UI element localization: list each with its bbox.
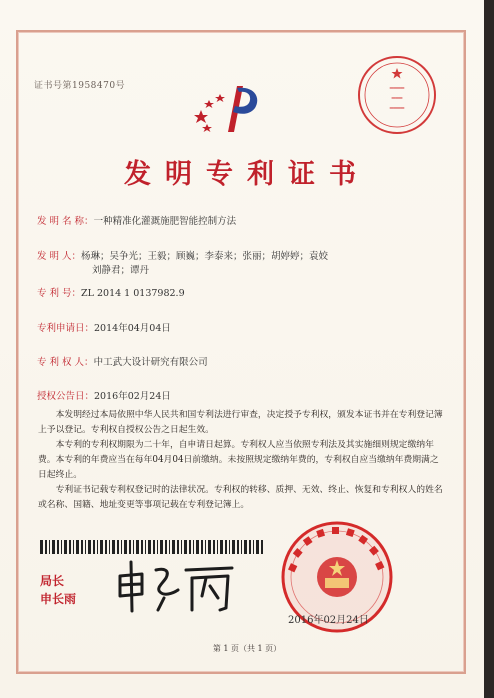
scan-edge — [484, 0, 494, 698]
field-value: ZL 2014 1 0137982.9 — [81, 288, 185, 299]
field-value: 2016年02月24日 — [94, 391, 171, 402]
field-label: 专 利 权 人： — [37, 357, 94, 368]
field-value: 一种精准化灌溉施肥智能控制方法 — [93, 216, 237, 227]
field-patentee — [37, 354, 208, 368]
field-label: 专 利 号： — [37, 288, 82, 299]
body-paragraph: 本专利的专利权期限为二十年，自申请日起算。专利权人应当依照专利法及其实施细则规定缴纳年费。本专利的年费应当在每年04月04日前缴纳。未按照规定缴纳年费的，专利权自应当缴纳年费期满之日起终止。 — [38, 440, 439, 480]
field-value: 中工武大设计研究有限公司 — [93, 357, 208, 368]
field-label: 发 明 名 称： — [37, 216, 94, 227]
svg-text:━━━: ━━━ — [391, 95, 403, 102]
page-title: 发明专利证书 — [124, 159, 370, 190]
field-invention-name — [37, 213, 236, 227]
field-value: 刘静君；谭丹 — [92, 265, 150, 276]
field-value: 2014年04月04日 — [94, 323, 171, 334]
field-label: 授权公告日： — [37, 391, 95, 402]
agency-seal-icon — [356, 54, 438, 136]
field-application-date — [37, 320, 171, 334]
page-footer: 第 1 页（共 1 页） — [212, 644, 282, 653]
signature-title: 局长 — [40, 574, 65, 588]
patent-office-logo-icon — [193, 80, 263, 138]
body-paragraph: 专利证书记载专利权登记时的法律状况。专利权的转移、质押、无效、终止、恢复和专利权人的姓名或名称、国籍、地址变更等事项记载在专利登记簿上。 — [38, 485, 443, 510]
field-inventors-cont — [92, 262, 149, 276]
svg-text:━━━━: ━━━━ — [389, 85, 405, 92]
signature-name: 申长雨 — [40, 592, 77, 606]
field-label: 专利申请日： — [37, 323, 95, 334]
field-grant-date — [37, 388, 171, 402]
director-signature — [112, 556, 238, 616]
field-value: 杨琳；吴争光；王毅；顾巍；李泰来；张丽；胡婷婷；袁姣 — [81, 251, 329, 262]
certificate-number: 证书号第1958470号 — [34, 81, 126, 91]
svg-text:━━━━: ━━━━ — [389, 105, 405, 112]
certificate-body — [38, 408, 446, 513]
barcode — [40, 540, 264, 554]
field-inventors — [37, 248, 328, 262]
body-paragraph: 本发明经过本局依照中华人民共和国专利法进行审查，决定授予专利权，颁发本证书并在专利登记簿上予以登记。专利权自授权公告之日起生效。 — [38, 410, 443, 435]
field-patent-number — [37, 285, 185, 299]
seal-date: 2016年02月24日 — [288, 615, 369, 626]
field-label: 发 明 人： — [37, 251, 82, 262]
